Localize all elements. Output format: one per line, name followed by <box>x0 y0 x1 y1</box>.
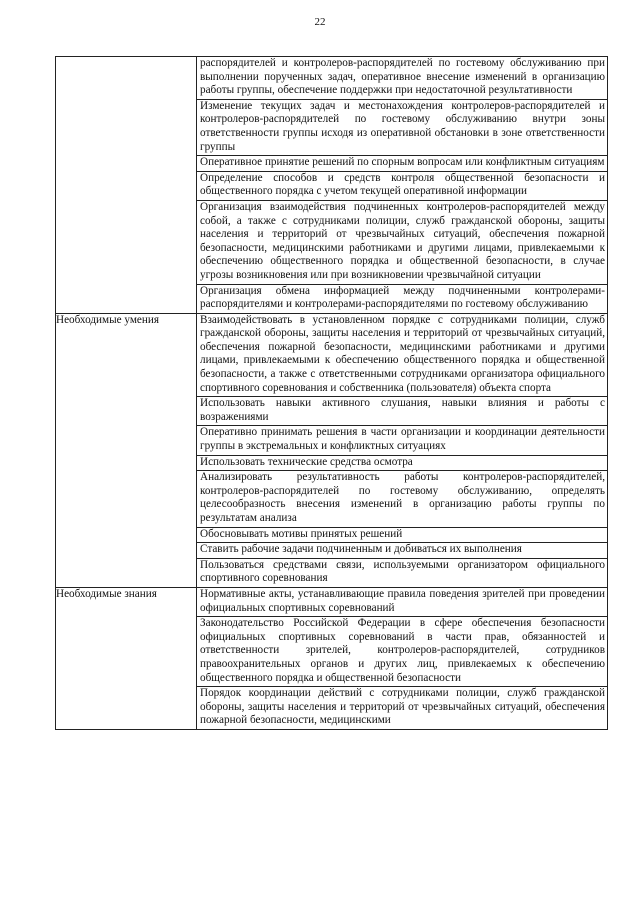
page-number: 22 <box>314 16 326 28</box>
list-item: Анализировать результативность работы контролеров-распорядителей, контролеров-распорядителей по гостевому обслуживанию, определять целесообразность внесения изменений в организацию работы группы по результатам анализа <box>197 470 607 526</box>
list-item: Использовать навыки активного слушания, навыки влияния и работы с возражениями <box>197 396 607 425</box>
row-label-cell <box>56 57 197 314</box>
row-content-cell <box>197 57 608 314</box>
list-item: Оперативно принимать решения в части организации и координации деятельности группы в экстремальных и конфликтных ситуациях <box>197 425 607 454</box>
row-content-cell <box>197 587 608 729</box>
list-item: Оперативное принятие решений по спорным вопросам или конфликтным ситуациям <box>197 155 607 171</box>
list-item: распорядителей и контролеров-распорядителей по гостевому обслуживанию при выполнении порученных задач, оперативное внесение изменений в организацию работы группы, обеспечение поддержки при недостаточной результативности <box>200 57 605 97</box>
row-label-cell <box>56 587 197 729</box>
row-label-knowledge: Необходимые знания <box>56 587 157 600</box>
list-item: Пользоваться средствами связи, используемыми организатором официального спортивного соревнования <box>197 558 607 587</box>
list-item: Нормативные акты, устанавливающие правила поведения зрителей при проведении официальных спортивных соревнований <box>200 587 605 614</box>
list-item: Определение способов и средств контроля общественной безопасности и общественного порядка с учетом текущей оперативной информации <box>197 171 607 200</box>
table-row <box>56 313 608 587</box>
table-row <box>56 57 608 314</box>
table-row <box>56 587 608 729</box>
list-item: Порядок координации действий с сотрудниками полиции, служб гражданской обороны, защиты населения и территорий от чрезвычайных ситуаций, обеспечения пожарной безопасности, медицинскими <box>197 686 607 729</box>
row-content-cell <box>197 313 608 587</box>
row-label-skills: Необходимые умения <box>56 313 159 326</box>
list-item: Изменение текущих задач и местонахождения контролеров-распорядителей и контролеров-распорядителей по гостевому обслуживанию внутри зоны ответственности группы исходя из оперативной обстановки в зоне ответственности группы <box>197 99 607 155</box>
list-item: Ставить рабочие задачи подчиненным и добиваться их выполнения <box>197 542 607 558</box>
list-item: Организация взаимодействия подчиненных контролеров-распорядителей между собой, а также с сотрудниками полиции, служб гражданской обороны, защиты населения и территорий от чрезвычайных ситуаций, обеспечения пожарной безопасности, медицинскими работниками и другими лицами, привлекаемыми к обеспечению общественного порядка и общественной безопасности, в случае угрозы возникновения или при возникновении чрезвычайной ситуации <box>197 200 607 284</box>
row-label-cell <box>56 313 197 587</box>
list-item: Законодательство Российской Федерации в сфере обеспечения безопасности официальных спортивных соревнований в части прав, обязанностей и ответственности зрителей, контролеров-распорядителей, сотрудников правоохранительных органов и других лиц, привлекаемых к обеспечению общественного порядка и общественной безопасности <box>197 616 607 686</box>
list-item: Организация обмена информацией между подчиненными контролерами-распорядителями и контролерами-распорядителями по гостевому обслуживанию <box>197 284 607 313</box>
competency-table <box>55 56 608 730</box>
list-item: Взаимодействовать в установленном порядке с сотрудниками полиции, служб гражданской обороны, защиты населения и территорий от чрезвычайных ситуаций, обеспечения пожарной безопасности, медицинскими работниками и другими лицами, привлекаемыми к обеспечению общественного порядка и общественной безопасности, а также с ответственными сотрудниками организатора официального спортивного соревнования и собственника (пользователя) объекта спорта <box>200 313 605 394</box>
list-item: Использовать технические средства осмотра <box>197 455 607 471</box>
list-item: Обосновывать мотивы принятых решений <box>197 527 607 543</box>
